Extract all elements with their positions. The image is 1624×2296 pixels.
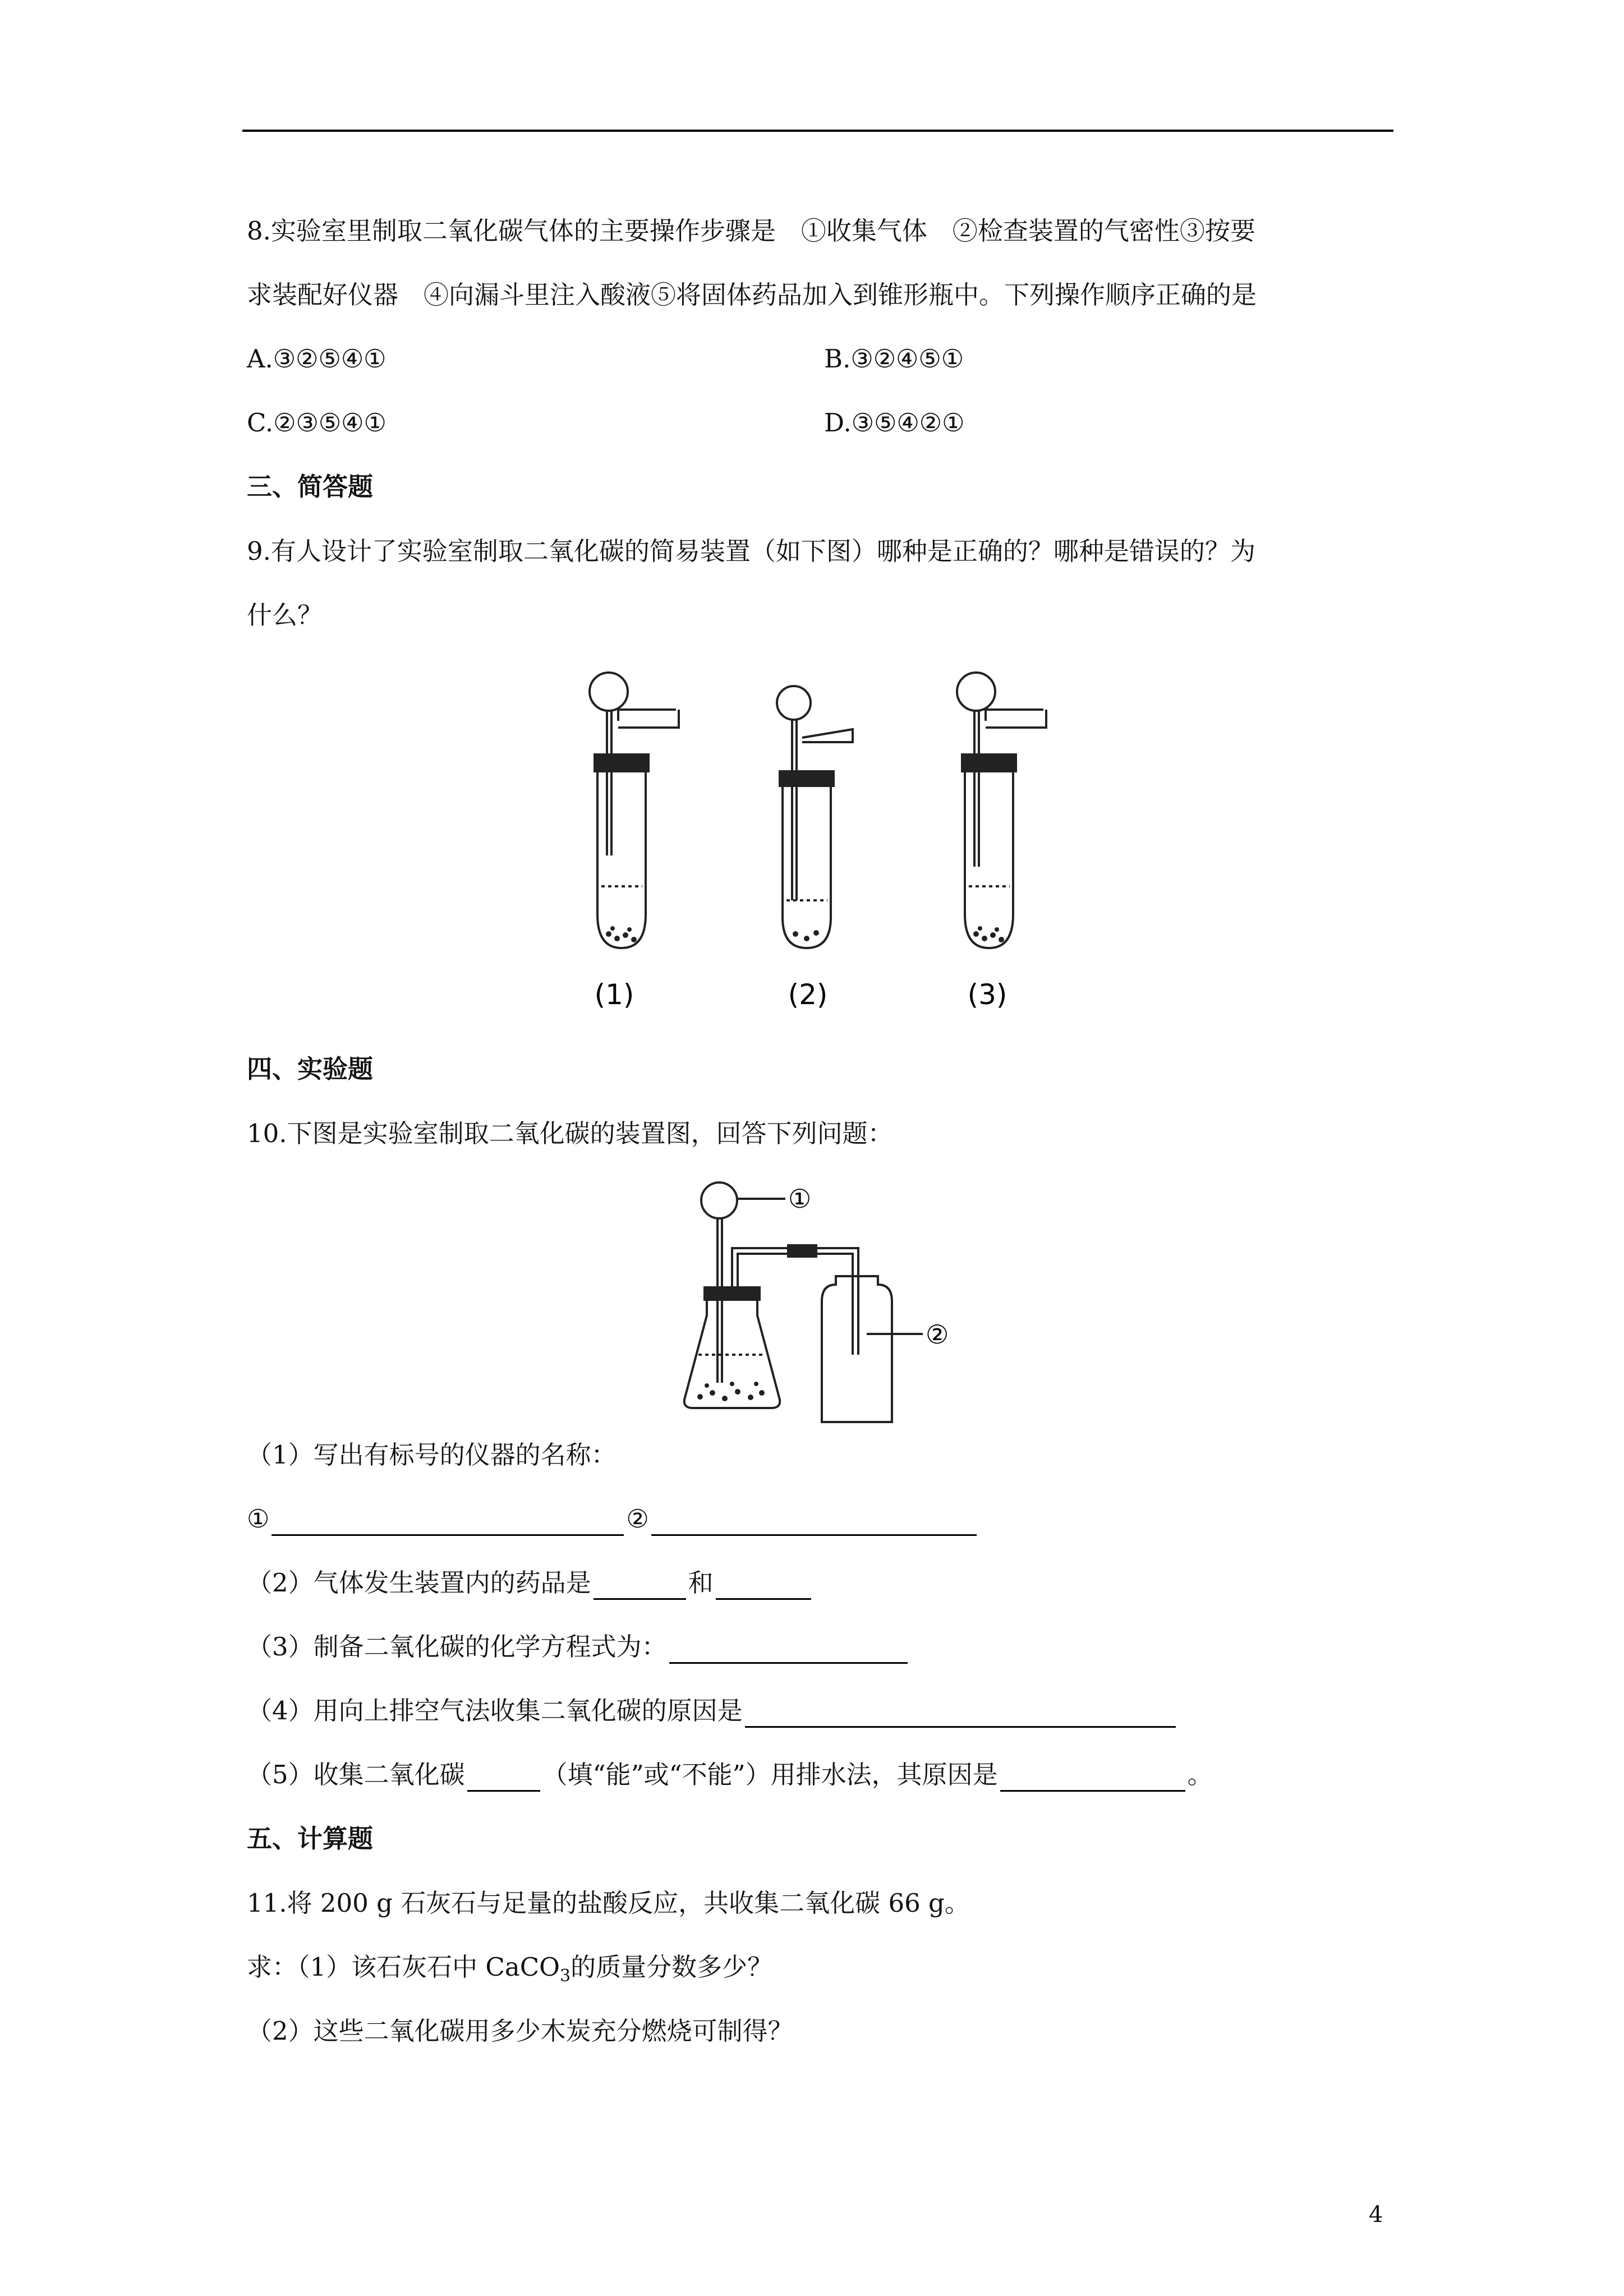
q10-intro: 10.下图是实验室制取二氧化碳的装置图，回答下列问题： <box>247 1119 893 1148</box>
answer-blank-7[interactable] <box>467 1765 540 1792</box>
q10-part5-text-c: 。 <box>1187 1760 1213 1789</box>
q10-part2 <box>247 1566 813 1600</box>
answer-blank-8[interactable] <box>1000 1765 1185 1792</box>
q10-part3-text: （3）制备二氧化碳的化学方程式为： <box>247 1632 667 1662</box>
q10-part5-text-a: （5）收集二氧化碳 <box>247 1760 465 1789</box>
q8-option-b: B.③②④⑤① <box>824 344 964 374</box>
page-number: 4 <box>1369 2202 1383 2228</box>
q10-part1: （1）写出有标号的仪器的名称： <box>247 1440 617 1470</box>
answer-blank-3[interactable] <box>594 1573 686 1600</box>
q11-line3: （2）这些二氧化碳用多少木炭充分燃烧可制得？ <box>247 2016 793 2046</box>
q10-part2-text-a: （2）气体发生装置内的药品是 <box>247 1568 591 1598</box>
q9-apparatus-figure <box>555 665 1088 1018</box>
setup-1-drawing <box>590 673 679 948</box>
mark-2: ② <box>626 1504 649 1534</box>
figure-label-3: (3) <box>967 978 1007 1011</box>
q10-apparatus-figure <box>673 1175 987 1428</box>
q10-part4-text: （4）用向上排空气法收集二氧化碳的原因是 <box>247 1696 743 1726</box>
figure-label-bottle: ② <box>926 1319 949 1350</box>
q10-part4 <box>247 1694 1178 1728</box>
q8-option-a: A.③②⑤④① <box>247 344 387 374</box>
q8-line1: 8.实验室里制取二氧化碳气体的主要操作步骤是 ①收集气体 ②检查装置的气密性③按要 <box>247 216 1255 246</box>
q9-line1: 9.有人设计了实验室制取二氧化碳的简易装置（如下图）哪种是正确的？哪种是错误的？为 <box>247 536 1255 566</box>
q9-line2: 什么？ <box>247 600 323 630</box>
answer-blank-5[interactable] <box>669 1637 908 1664</box>
q10-part2-text-b: 和 <box>688 1568 714 1598</box>
header-rule <box>242 130 1393 132</box>
answer-blank-4[interactable] <box>716 1573 811 1600</box>
section-heading-4: 四、实验题 <box>247 1054 374 1084</box>
q11-line2-text-b: 的质量分数多少？ <box>571 1952 773 1982</box>
q10-part3 <box>247 1630 910 1664</box>
q8-option-c: C.②③⑤④① <box>247 408 387 438</box>
q11-subscript: 3 <box>560 1966 571 1986</box>
setup-2-drawing <box>777 686 853 948</box>
q8-line2: 求装配好仪器 ④向漏斗里注入酸液⑤将固体药品加入到锥形瓶中。下列操作顺序正确的是 <box>247 280 1257 310</box>
q8-option-d: D.③⑤④②① <box>824 408 965 438</box>
figure-label-2: (2) <box>788 978 828 1011</box>
q10-part5 <box>247 1758 1213 1792</box>
section-heading-5: 五、计算题 <box>247 1824 374 1853</box>
setup-3-drawing <box>957 673 1046 948</box>
section-heading-3: 三、简答题 <box>247 472 374 501</box>
figure-label-funnel: ① <box>788 1184 812 1214</box>
q11-line2-text-a: 求：（1）该石灰石中 CaCO <box>247 1952 560 1982</box>
q10-part1-answers <box>247 1502 979 1536</box>
q11-line2 <box>247 1950 772 1993</box>
mark-1: ① <box>247 1504 270 1534</box>
answer-blank-2[interactable] <box>651 1510 977 1536</box>
figure-label-1: (1) <box>594 978 634 1011</box>
q10-part5-text-b: （填“能”或“不能”）用排水法，其原因是 <box>542 1760 998 1789</box>
answer-blank-6[interactable] <box>745 1701 1176 1728</box>
answer-blank-1[interactable] <box>272 1510 624 1536</box>
q11-line1: 11.将 200 g 石灰石与足量的盐酸反应，共收集二氧化碳 66 g。 <box>247 1888 970 1918</box>
